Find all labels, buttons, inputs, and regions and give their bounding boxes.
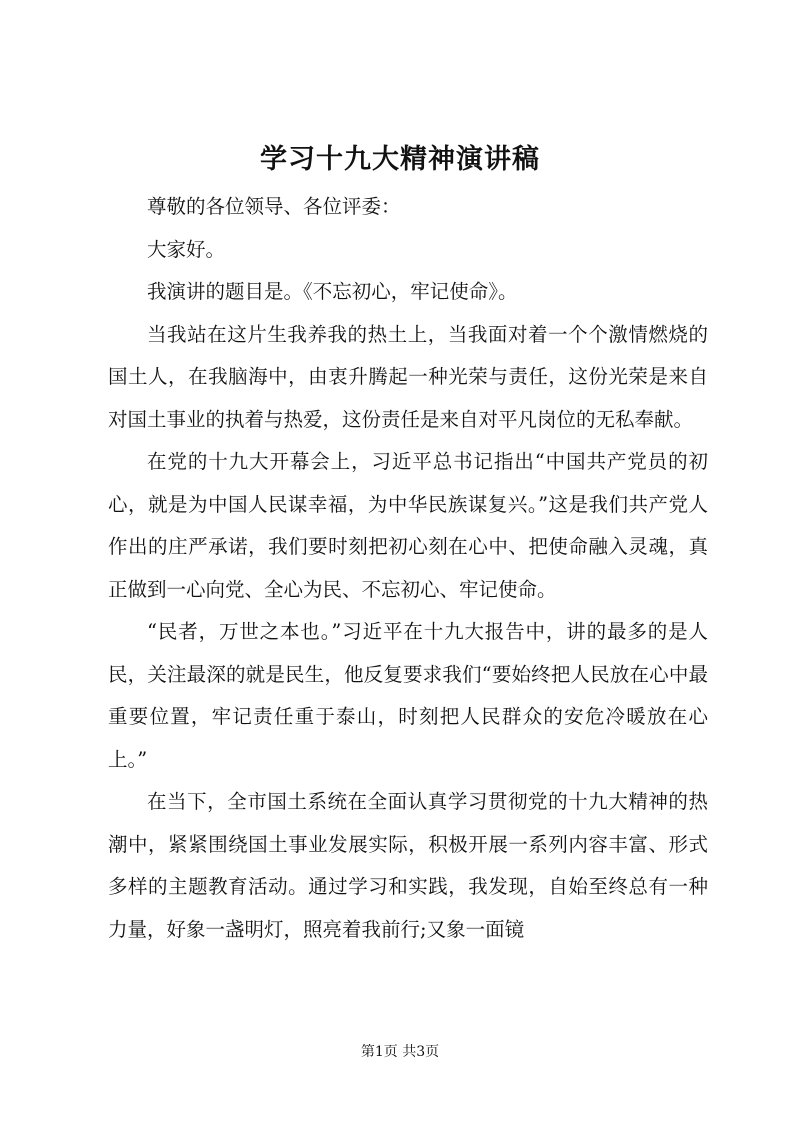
- document-body: [108, 186, 708, 951]
- paragraph: 在党的十九大开幕会上，习近平总书记指出“中国共产党员的初心，就是为中国人民谋幸福，为中华民族谋复兴。”这是我们共产党人作出的庄严承诺，我们要时刻把初心刻在心中、把使命融入灵魂，真正做到一心向党、全心为民、不忘初心、牢记使命。: [108, 450, 708, 601]
- paragraph: “民者，万世之本也。”习近平在十九大报告中，讲的最多的是人民，关注最深的就是民生，他反复要求我们“要始终把人民放在心中最重要位置，牢记责任重于泰山，时刻把人民群众的安危冷暖放在心上。”: [108, 620, 708, 771]
- paragraph-salutation: 尊敬的各位领导、各位评委：: [147, 195, 401, 218]
- document-title: 学习十九大精神演讲稿: [260, 144, 540, 175]
- paragraph: 在当下，全市国土系统在全面认真学习贯彻党的十九大精神的热潮中，紧紧围绕国土事业发展实际，积极开展一系列内容丰富、形式多样的主题教育活动。通过学习和实践，我发现，自始至终总有一种力量，好象一盏明灯，照亮着我前行;又象一面镜: [108, 790, 708, 941]
- paragraph: 当我站在这片生我养我的热土上，当我面对着一个个激情燃烧的国土人，在我脑海中，由衷升腾起一种光荣与责任，这份光荣是来自对国土事业的执着与热爱，这份责任是来自对平凡岗位的无私奉献。: [108, 322, 708, 431]
- paragraph-topic: 我演讲的题目是。《不忘初心，牢记使命》。: [147, 280, 518, 303]
- paragraph-greeting: 大家好。: [147, 237, 226, 261]
- page-number-footer: 第1页 共3页: [360, 1044, 440, 1060]
